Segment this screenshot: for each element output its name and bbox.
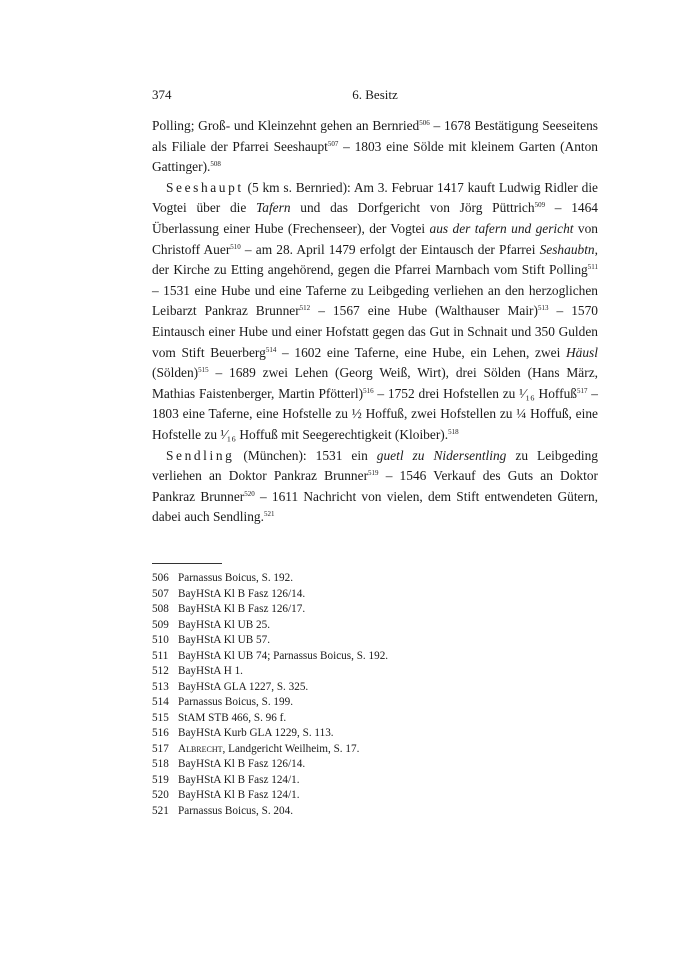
footnote-number: 515 [152,711,169,724]
footnote [152,742,598,758]
footnote-ref: 510 [230,242,241,251]
italic-term: Häusl [566,344,598,360]
text-run: (5 km s. Bernried): Am 3. Februar 1417 kauft Ludwig Ridler die Vogtei über die [152,179,598,216]
footnote-number: 519 [152,773,169,786]
footnote [152,587,598,603]
footnote-text: BayHStA Kl B Fasz 124/1. [178,773,300,786]
text-run: – 1531 eine Hube und eine Taferne zu Leibgeding verliehen an den herzoglichen Leibarzt Pankraz Brunner [152,282,598,319]
text-run: – am 28. April 1479 erfolgt der Eintausch der Pfarrei [240,241,540,257]
footnote-ref: 507 [327,139,339,148]
footnote-text: , Landgericht Weilheim, S. 17. [222,742,360,755]
footnotes [152,571,598,819]
text-run: – 1689 zwei Lehen (Georg Weiß, Wirt), drei Sölden (Hans März, Mathias Faistenberger, Martin Pfötterl) [152,365,598,401]
footnote [152,618,598,634]
paragraph-seeshaupt [152,178,598,446]
footnote-text: StAM STB 466, S. 96 f. [178,711,287,724]
footnote-text: BayHStA Kl B Fasz 126/14. [178,758,306,770]
footnote-number: 511 [152,649,169,662]
footnote-ref: 520 [244,489,255,498]
italic-term: Seshaubtn [539,241,595,257]
footnote-text: BayHStA Kl B Fasz 126/14. [178,587,306,600]
footnote-number: 517 [152,742,169,755]
footnote-number: 520 [152,789,169,801]
footnote [152,726,598,742]
footnote-text: BayHStA Kl UB 25. [178,618,270,631]
footnote-number: 516 [152,727,169,739]
footnote [152,773,598,789]
footnote [152,788,598,804]
footnote-text: BayHStA Kl UB 57. [178,634,270,646]
footnote-ref: 521 [263,510,275,519]
text-run: – 1752 drei Hofstellen zu ¹⁄₁₆ Hoffuß [373,385,577,401]
footnote-number: 513 [152,680,169,693]
footnote-text: Parnassus Boicus, S. 199. [178,696,293,708]
footnote-rule [152,563,222,564]
text-run: – 1546 Verkauf des Guts an Doktor Pankraz Brunner [152,468,598,504]
footnote-text: BayHStA Kl UB 74; Parnassus Boicus, S. 192. [178,649,389,662]
footnote-text: BayHStA Kl B Fasz 124/1. [178,789,300,801]
footnote-number: 506 [152,572,169,584]
footnote-number: 507 [152,587,169,600]
text-run: Polling; Groß- und Kleinzehnt gehen an Bernried [152,118,420,133]
footnote-ref: 519 [368,469,379,478]
footnote [152,664,598,680]
italic-term: aus der tafern und gericht [429,220,574,236]
footnote [152,649,598,665]
footnote [152,711,598,727]
footnote-number: 509 [152,618,169,631]
italic-term: guetl zu Nidersentling [376,447,507,463]
footnote [152,804,598,820]
place-name: Seeshaupt [166,179,244,195]
text-run: – 1678 Bestätigung Seeseitens als Filiale der Pfarrei Seeshaupt [152,118,598,154]
text-run: – 1570 Eintausch einer Hube und einer Hofstatt gegen das Gut in Schnait und 350 Gulden vom Stift Beuerberg [152,303,598,360]
text-run: zu Leibgeding verliehen an Doktor Pankraz Brunner [152,447,598,484]
text-run: , der Kirche zu Etting angehörend, gegen die Pfarrei Marnbach vom Stift Polling [152,241,598,278]
footnote [152,757,598,773]
footnote-ref: 517 [577,386,588,395]
footnote [152,571,598,587]
footnote-text: BayHStA H 1. [178,665,243,677]
footnote-ref: 511 [587,263,598,272]
footnote-ref: 515 [198,366,209,375]
italic-term: Tafern [256,200,291,216]
text-run: – 1602 eine Taferne, eine Hube, ein Lehen, zwei [276,344,566,360]
footnote-number: 518 [152,758,169,770]
page-number: 374 [152,87,172,102]
footnote-text: Parnassus Boicus, S. 204. [178,804,293,817]
main-text [152,116,598,528]
footnote-number: 510 [152,634,169,646]
footnote-ref: 512 [299,304,311,313]
footnote-number: 514 [152,696,169,708]
footnote [152,633,598,649]
footnote-ref: 508 [210,160,221,169]
text-run: (Sölden) [152,365,199,381]
footnote [152,695,598,711]
footnote-number: 508 [152,603,169,615]
running-head: 6. Besitz [352,87,398,102]
footnote-ref: 516 [363,386,374,395]
paragraph-sendling [152,446,598,528]
footnote-number: 512 [152,665,169,677]
footnote [152,602,598,618]
text-run: – 1567 eine Hube (Walthauser Mair) [310,303,538,319]
footnote-text: BayHStA Kurb GLA 1229, S. 113. [178,727,334,739]
footnote-ref: 513 [537,304,549,313]
footnote-ref: 506 [419,119,430,127]
footnote [152,680,598,696]
footnote-number: 521 [152,804,169,817]
text-run: – 1611 Nachricht von vielen, dem Stift entwendeten Gütern, dabei auch Sendling. [152,488,598,525]
footnote-author: Albrecht [178,742,223,755]
footnote-text: BayHStA GLA 1227, S. 325. [178,680,309,693]
text-run: – 1803 eine Sölde mit kleinem Garten (Anton Gattinger). [152,138,599,175]
text-run: – 1803 eine Taferne, eine Hofstelle zu ½ Hoffuß, zwei Hofstellen zu ¼ Hoffuß, eine Hofstelle zu ¹⁄₁₆ Hoffuß mit Seegerechtigkeit (Kloiber). [152,385,599,442]
paragraph-polling [152,116,598,178]
footnote-ref: 514 [265,345,277,354]
page-header [152,87,598,103]
text-run: – 1464 Überlassung einer Hube (Frechenseer), der Vogtei [152,200,598,236]
footnote-ref: 518 [448,427,459,436]
text-run: und das Dorfgericht von Jörg Püttrich [290,200,535,216]
footnote-text: Parnassus Boicus, S. 192. [178,572,293,584]
footnote-ref: 509 [534,201,546,210]
footnote-text: BayHStA Kl B Fasz 126/17. [178,603,306,615]
text-run: von Christoff Auer [152,220,599,257]
text-run: (München): 1531 ein [234,447,377,463]
place-name: Sendling [166,447,235,463]
